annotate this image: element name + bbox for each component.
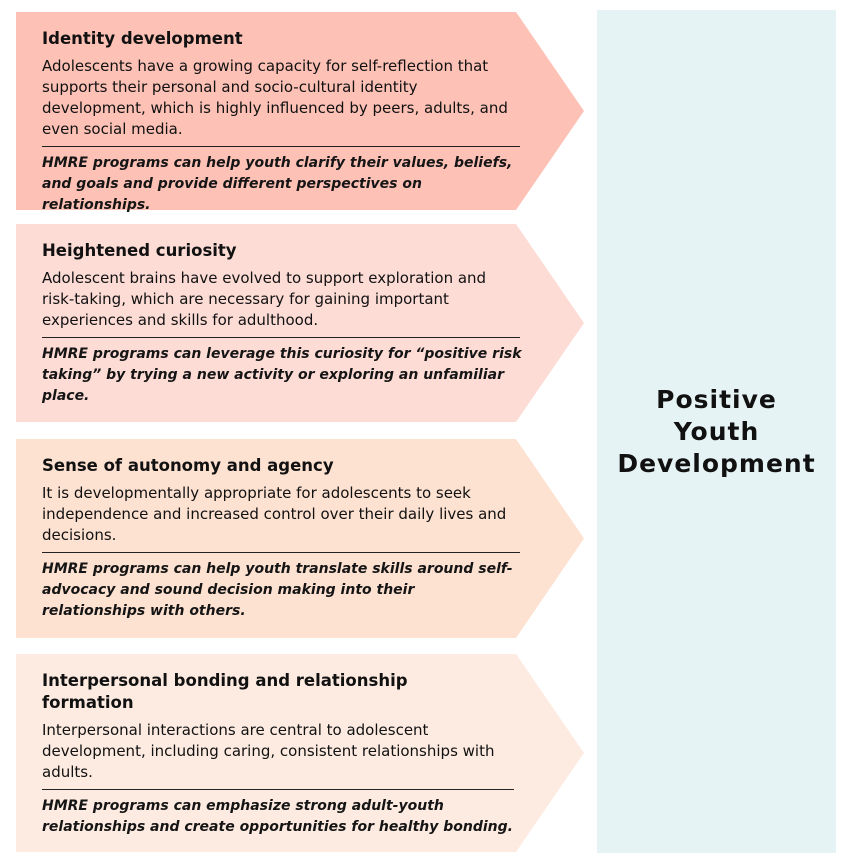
arrow-note: HMRE programs can leverage this curiosity for “positive risk taking” by trying a new activity or exploring an unfamiliar place.	[42, 346, 522, 404]
arrow-title: Heightened curiosity	[42, 241, 237, 260]
arrow-note: HMRE programs can help youth clarify their values, beliefs, and goals and provide different perspectives on relationships.	[42, 155, 513, 213]
arrow-body: Adolescent brains have evolved to support exploration and risk-taking, which are necessary for gaining important experiences and skills for adulthood.	[42, 268, 520, 338]
arrow-body: Adolescents have a growing capacity for self-reflection that supports their personal and socio-cultural identity development, which is highly influenced by peers, adults, and even social media.	[42, 56, 520, 147]
arrow-note: HMRE programs can emphasize strong adult-youth relationships and create opportunities for healthy bonding.	[42, 798, 513, 835]
arrow-interpersonal-bonding	[16, 654, 584, 852]
arrow-body: Interpersonal interactions are central to adolescent development, including caring, consistent relationships with adults.	[42, 720, 514, 790]
arrow-body: It is developmentally appropriate for adolescents to seek independence and increased control over their daily lives and decisions.	[42, 483, 520, 553]
arrow-note: HMRE programs can help youth translate skills around self-advocacy and sound decision making into their relationships with others.	[42, 561, 513, 619]
arrow-autonomy-agency	[16, 439, 584, 638]
panel-title: Positive Youth Development	[617, 384, 816, 478]
arrow-title: Sense of autonomy and agency	[42, 456, 334, 475]
arrow-heightened-curiosity	[16, 224, 584, 422]
arrow-identity-development	[16, 12, 584, 213]
positive-youth-development-panel	[597, 10, 836, 853]
arrow-title: Identity development	[42, 29, 243, 48]
arrow-title: Interpersonal bonding and relationship formation	[42, 671, 408, 712]
